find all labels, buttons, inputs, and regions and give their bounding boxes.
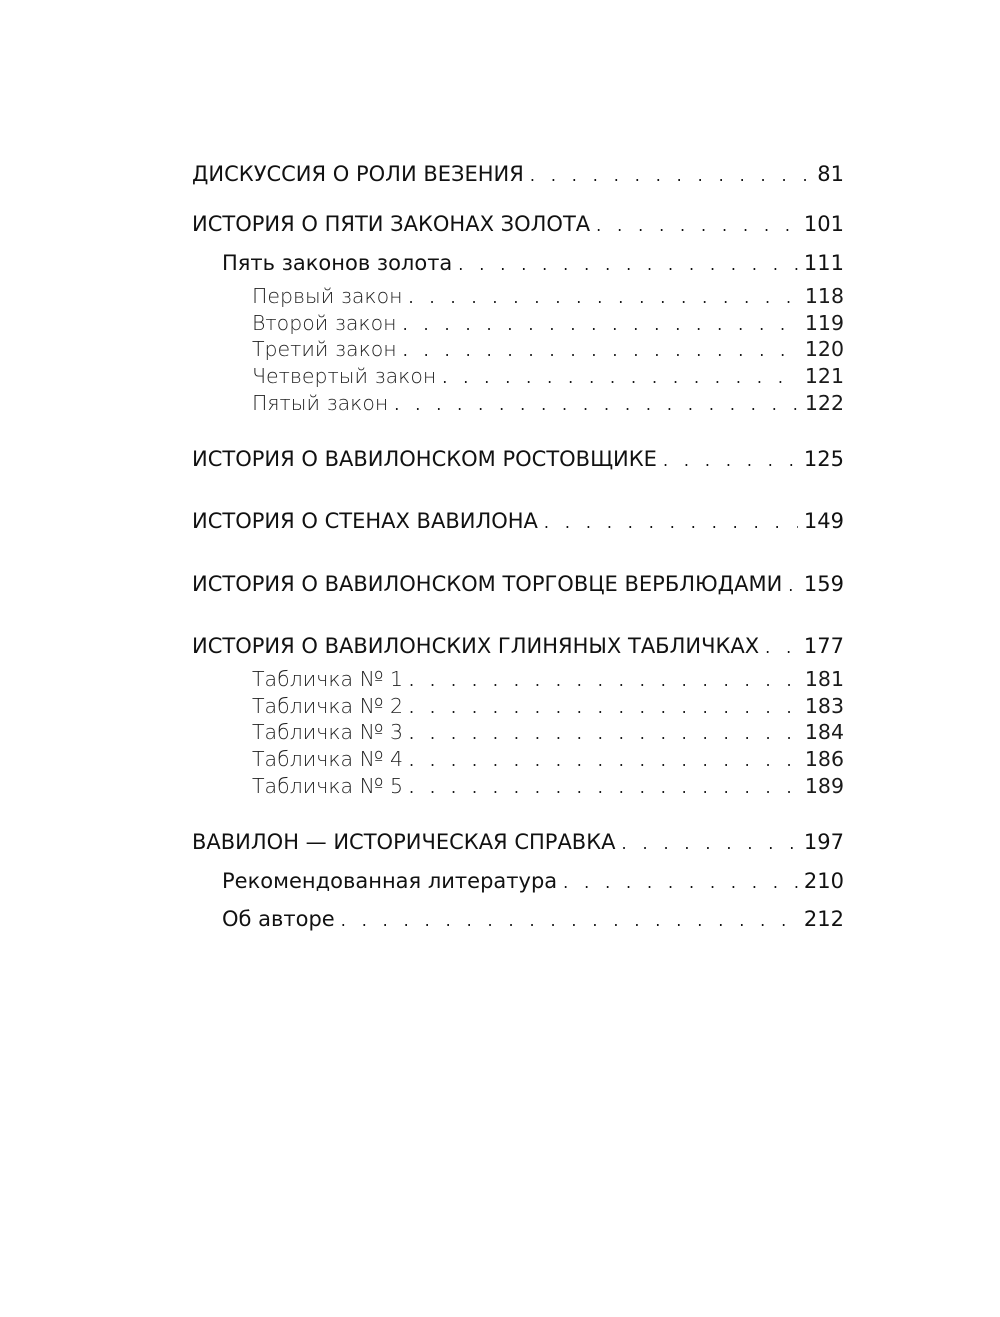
toc-entry-title: ИСТОРИЯ О СТЕНАХ ВАВИЛОНА xyxy=(192,509,538,533)
toc-entry-title: ДИСКУССИЯ О РОЛИ ВЕЗЕНИЯ xyxy=(192,162,524,186)
dot-leader xyxy=(394,395,799,414)
toc-entry[interactable] xyxy=(192,634,844,664)
toc-entry-page: 181 xyxy=(804,667,844,691)
toc-entry-title: Первый закон xyxy=(252,284,403,308)
toc-entry-page: 120 xyxy=(804,337,844,361)
dot-leader xyxy=(409,698,799,717)
toc-entry-title: Табличка № 3 xyxy=(252,720,404,744)
toc-entry-page: 81 xyxy=(817,162,844,186)
toc-entry[interactable] xyxy=(192,830,844,860)
dot-leader xyxy=(765,638,798,657)
toc-entry[interactable] xyxy=(222,907,844,937)
toc-entry-page: 125 xyxy=(803,447,844,471)
toc-entry-title: Четвертый закон xyxy=(252,364,437,388)
toc-entry[interactable] xyxy=(252,337,844,367)
dot-leader xyxy=(409,778,799,797)
toc-entry[interactable] xyxy=(192,509,844,539)
toc-entry-title: Рекомендованная литература xyxy=(222,869,558,893)
dot-leader xyxy=(788,576,798,595)
toc-entry-title: Третий закон xyxy=(252,337,397,361)
dot-leader xyxy=(596,216,798,235)
toc-entry-page: 183 xyxy=(804,694,844,718)
toc-entry-page: 184 xyxy=(804,720,844,744)
toc-entry-title: Табличка № 2 xyxy=(252,694,404,718)
dot-leader xyxy=(409,751,799,770)
dot-leader xyxy=(403,315,799,334)
toc-entry-page: 111 xyxy=(803,251,844,275)
toc-entry-page: 210 xyxy=(803,869,844,893)
toc-entry-title: ВАВИЛОН — ИСТОРИЧЕСКАЯ СПРАВКА xyxy=(192,830,616,854)
toc-entry-title: ИСТОРИЯ О ПЯТИ ЗАКОНАХ ЗОЛОТА xyxy=(192,212,591,236)
toc-entry-title: Пять законов золота xyxy=(222,251,453,275)
dot-leader xyxy=(544,513,798,532)
toc-entry-page: 119 xyxy=(804,311,844,335)
toc-entry[interactable] xyxy=(252,667,844,697)
toc-entry[interactable] xyxy=(252,720,844,750)
toc-entry-title: Табличка № 1 xyxy=(252,667,404,691)
dot-leader xyxy=(409,288,799,307)
dot-leader xyxy=(563,873,798,892)
dot-leader xyxy=(403,341,799,360)
toc-entry-title: Второй закон xyxy=(252,311,397,335)
toc-entry-title: Пятый закон xyxy=(252,391,389,415)
dot-leader xyxy=(409,724,799,743)
toc-entry-title: ИСТОРИЯ О ВАВИЛОНСКИХ ГЛИНЯНЫХ ТАБЛИЧКАХ xyxy=(192,634,760,658)
toc-entry[interactable] xyxy=(252,747,844,777)
toc-entry-title: Табличка № 4 xyxy=(252,747,404,771)
dot-leader xyxy=(341,911,798,930)
toc-entry[interactable] xyxy=(222,869,844,899)
toc-entry-page: 159 xyxy=(803,572,844,596)
toc-entry[interactable] xyxy=(252,774,844,804)
toc-entry-page: 189 xyxy=(804,774,844,798)
toc-entry-page: 122 xyxy=(804,391,844,415)
toc-entry-title: ИСТОРИЯ О ВАВИЛОНСКОМ ТОРГОВЦЕ ВЕРБЛЮДАМИ xyxy=(192,572,783,596)
dot-leader xyxy=(409,671,799,690)
dot-leader xyxy=(663,451,798,470)
toc-entry-page: 212 xyxy=(803,907,844,931)
toc-entry-page: 121 xyxy=(804,364,844,388)
dot-leader xyxy=(530,166,811,185)
toc-entry[interactable] xyxy=(252,364,844,394)
toc-entry[interactable] xyxy=(252,391,844,421)
toc-entry[interactable] xyxy=(222,251,844,281)
toc-entry-title: Об авторе xyxy=(222,907,335,931)
dot-leader xyxy=(458,255,798,274)
toc-entry-page: 101 xyxy=(803,212,844,236)
dot-leader xyxy=(442,368,799,387)
toc-entry[interactable] xyxy=(192,162,844,192)
toc-entry-page: 118 xyxy=(804,284,844,308)
dot-leader xyxy=(622,834,798,853)
toc-entry[interactable] xyxy=(192,212,844,242)
toc-entry-page: 149 xyxy=(803,509,844,533)
toc-entry[interactable] xyxy=(252,284,844,314)
toc-entry-page: 186 xyxy=(804,747,844,771)
toc-entry[interactable] xyxy=(192,447,844,477)
toc-entry-page: 177 xyxy=(803,634,844,658)
toc-entry-title: Табличка № 5 xyxy=(252,774,404,798)
toc-entry[interactable] xyxy=(192,572,844,602)
toc-entry-page: 197 xyxy=(803,830,844,854)
toc-entry-title: ИСТОРИЯ О ВАВИЛОНСКОМ РОСТОВЩИКЕ xyxy=(192,447,657,471)
